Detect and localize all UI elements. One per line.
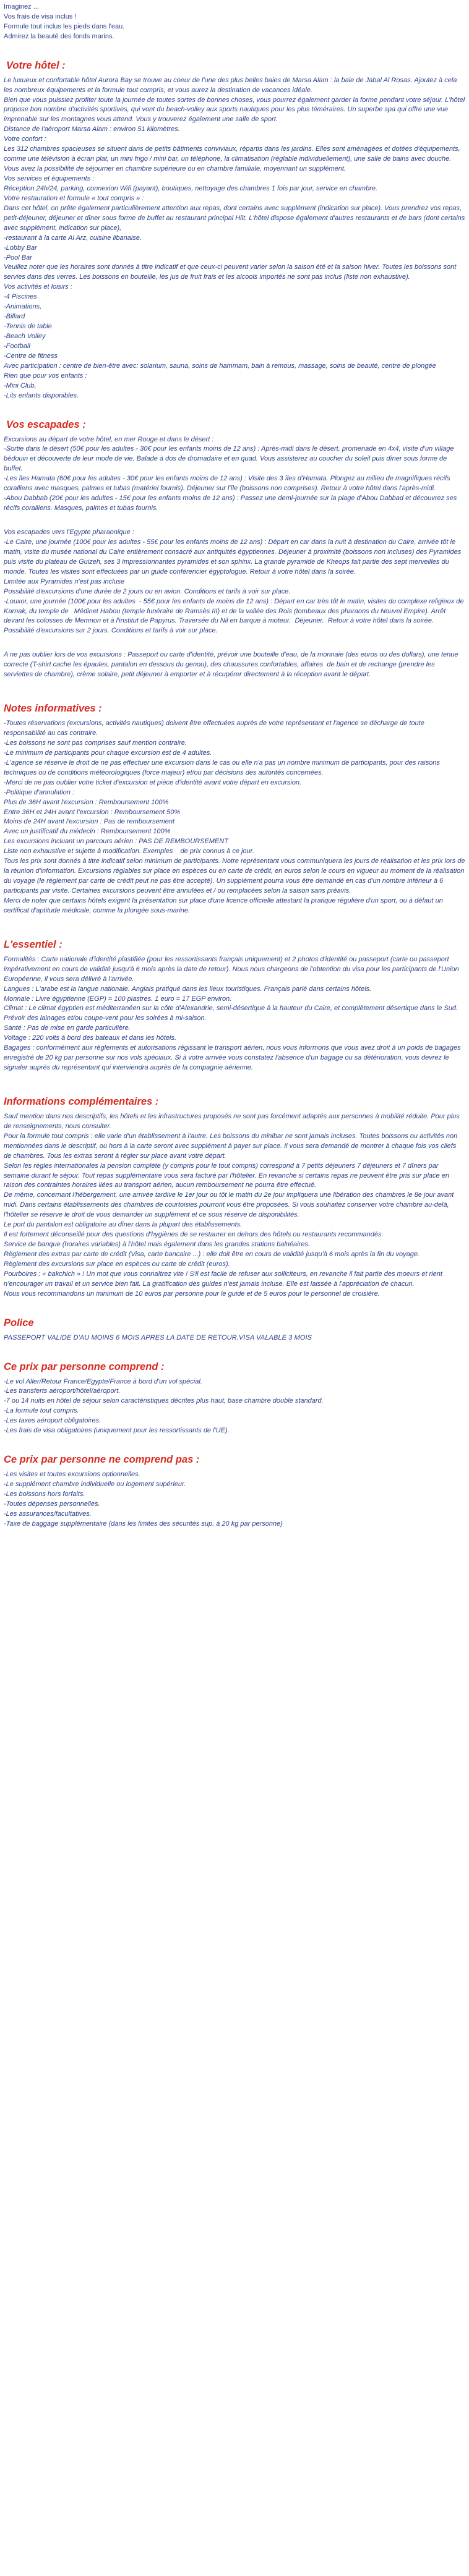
text-line: De même, concernant l'hébergement, une arrivée tardive le 1er jour ou tôt le matin du 2e jour impliquera une libération des chambres le 8e jour avant midi. Dans certains établissements des chambres de courtoisies pourront vous être proposées. Si vous souhaitez conserver votre chambre au-delà, l'hôtelier se réserve le droit de vous demander un supplément et ce sous réserve de disponibilités. bbox=[4, 1191, 456, 1219]
text-line: Dans cet hôtel, on prête également particulièrement attention aux repas, dont certains avec supplément (indication sur place). Vous prendrez vos repas, petit-déjeuner, déjeuner et dîner sous forme de buffet au restaurant principal Hilt. L'hôtel dispose également d'autres restaurants et de bars (dont certains avec supplément, indication sur place), bbox=[4, 204, 467, 232]
text-line: -Les frais de visa obligatoires (uniquement pour les ressortissants de l'UE). bbox=[4, 1427, 230, 1435]
text-line: Vous avez la possibilité de séjourner en chambre supérieure ou en chambre familiale, moyennant un supplément. bbox=[4, 165, 346, 173]
text-line: Possibilité d'excursions d'une durée de 2 jours ou en avion. Conditions et tarifs à voir sur place. bbox=[4, 587, 291, 595]
text-line: -Le supplément chambre individuelle ou logement supérieur. bbox=[4, 1481, 186, 1488]
spacer bbox=[4, 1299, 465, 1309]
escapades-desert-block bbox=[4, 435, 465, 514]
text-line: Rien que pour vos enfants : bbox=[4, 372, 87, 380]
escapades-egypt-block bbox=[4, 528, 468, 636]
text-line: -Mini Club, bbox=[4, 381, 37, 389]
text-line: Excursions au départ de votre hôtel, en mer Rouge et dans le désert : bbox=[4, 435, 214, 443]
spacer bbox=[4, 401, 465, 410]
comprend-heading: Ce prix par personne comprend : bbox=[4, 1361, 165, 1372]
text-line: Veuillez noter que les horaires sont donnés à titre indicatif et que ceux-ci peuvent varier selon la saison été et la saison hiver. Toutes les boissons sont servies dans des verres. Les boissons en bouteille, les jus de fruit frais et les alcools importés ne sont pas inclus (liste non exhaustive). bbox=[4, 263, 458, 281]
intro-line: Imaginez ... bbox=[4, 3, 39, 11]
text-line: -Football bbox=[4, 342, 30, 350]
text-line: A ne pas oublier lors de vos excursions : Passeport ou carte d'identité, prévoir une bouteille d'eau, de la monnaie (des euros ou des dollars), une tenue correcte (T-shirt cache les épaules, pantalon en dessous du genou), des chaussures confortables, affaires de bain et de rechange (prendre les serviettes de chambre), crème solaire, petit déjeuner à emporter et à récupérer directement à la réception avant le départ. bbox=[4, 651, 460, 679]
text-line: -Toutes dépenses personnelles. bbox=[4, 1500, 100, 1508]
text-line: Service de banque (horaires variables) à l'hôtel mais également dans les grandes stations balnéaires. bbox=[4, 1241, 310, 1249]
text-line: Vos services et équipements : bbox=[4, 175, 95, 183]
text-line: Il est fortement déconseillé pour des questions d'hygiènes de se restaurer en dehors des hôtels ou restaurants recommandés. bbox=[4, 1231, 384, 1239]
text-line: -Abou Dabbab (20€ pour les adultes - 15€ pour les enfants moins de 12 ans) : Passez une demi-journée sur la plage d'Abou Dabbad et découvrez ses récifs coralliens. Masques, palmes et tubas fournis. bbox=[4, 495, 459, 512]
intro-line: Admirez la beauté des fonds marins. bbox=[4, 32, 114, 40]
spacer bbox=[4, 514, 465, 528]
text-line: -Pool Bar bbox=[4, 253, 32, 261]
text-line: -Animations, bbox=[4, 303, 42, 311]
text-line: Les 312 chambres spacieuses se situent dans de petits bâtiments conviviaux, répartis dans les jardins. Elles sont aménagées et dotées d'équipements, comme une télévision à écran plat, un mini frigo / mini bar, un téléphone, la climatisation (réglable individuellement), une salle de bains avec douche. bbox=[4, 145, 462, 163]
text-line: Pourboires : « bakchich » ! Un mot que vous connaîtrez vite ! S'il est facile de refuser aux solliciteurs, en revanche il fait partie des moeurs et rient n'encourager un travail et un service bien fait. La gratification des guides n'est jamais incluse. Elle est laissée à l'appréciation de chacun. bbox=[4, 1270, 444, 1288]
text-line: Le port du pantalon est obligatoire au dîner dans la plupart des établissements. bbox=[4, 1221, 243, 1229]
text-line: -Politique d'annulation : bbox=[4, 788, 75, 796]
text-line: Le luxueux et confortable hôtel Aurora Bay se trouve au coeur de l'une des plus belles baies de Marsa Alam : la baie de Jabal Al Rosas. Ajoutez à cela les nombreux équipements et la formule tout compris, et vous aurez la destination de vacances idéale. bbox=[4, 76, 459, 94]
text-line: Entre 36H et 24H avant l'excursion : Remboursement 50% bbox=[4, 808, 181, 816]
essentiel-heading: L'essentiel : bbox=[4, 938, 62, 950]
text-line: Monnaie : Livre égyptienne (EGP) = 100 piastres. 1 euro = 17 EGP environ. bbox=[4, 995, 232, 1003]
text-line: Pour la formule tout compris : elle varie d'un établissement à l'autre. Les boissons du minibar ne sont jamais incluses. Toutes boissons ou activités non mentionnées dans le descriptif, ou hors à la carte seront avec supplément à payer sur place. Il vous sera demandé de montrer à chaque fois vos cliefs de chambres. Tous les extras seront à régler sur place avant votre départ. bbox=[4, 1132, 460, 1160]
intro-line: Formule tout inclus les pieds dans l'eau. bbox=[4, 22, 125, 30]
comprend-section bbox=[4, 1377, 465, 1437]
text-line: Règlement des extras par carte de crédit (Visa, carte bancaire ...) : elle doit être en cours de validité jusqu'à 6 mois après la fin du voyage. bbox=[4, 1251, 420, 1259]
spacer bbox=[4, 1343, 465, 1353]
text-line: Moins de 24H avant l'excursion : Pas de remboursement bbox=[4, 818, 175, 826]
text-line: -Les transferts aéroport/hôtel/aéroport. bbox=[4, 1387, 121, 1395]
ne-comprend-heading: Ce prix par personne ne comprend pas : bbox=[4, 1454, 200, 1466]
text-line: -Billard bbox=[4, 313, 25, 321]
text-line: Selon les règles internationales la pension complète (y compris pour le tout compris) correspond à 7 petits déjeuners 7 déjeuners et 7 dîners par semaine durant le séjour. Tout repas supplémentaire vous sera facturé par l'hôtelier. En revanche si certains repas ne peuvent être pris sur place en raison des contraintes horaires liées au transport aérien, aucun remboursement ne pourra être effectué. bbox=[4, 1162, 452, 1189]
text-line: -L'agence se réserve le droit de ne pas effectuer une excursion dans le cas ou elle n'a pas un nombre minimum de participants, pour des raisons techniques ou de conditions météorologiques (force majeur) et/ou par décisions des autorités concernées. bbox=[4, 759, 442, 776]
text-line: -Lobby Bar bbox=[4, 244, 37, 252]
text-line: Formalités : Carte nationale d'identité plastifiée (pour les ressortissants français uniquement) et 2 photos d'identité ou passeport (carte ou passeport impérativement en cours de validité jusqu'à 6 mois après la date de retour). Nous nous chargeons de l'obtention du visa pour les participants de l'Union Européenne, il vous sera délivré à l'arrivée. bbox=[4, 955, 461, 983]
essentiel-section bbox=[4, 955, 465, 1073]
text-line: -Le minimum de participants pour chaque excursion est de 4 adultes. bbox=[4, 749, 212, 757]
text-line: Avec un justificatif du médecin : Remboursement 100% bbox=[4, 828, 171, 836]
text-line: Langues : L'arabe est la langue nationale. Anglais pratiqué dans les lieux touristiques. Français parlé dans certains hôtels. bbox=[4, 985, 372, 993]
text-line: Vos activités et loisirs : bbox=[4, 283, 72, 291]
text-line: Limitée aux Pyramides n'est pas incluse bbox=[4, 577, 125, 585]
text-line: -Le vol Aller/Retour France/Egypte/France à bord d'un vol spécial. bbox=[4, 1377, 202, 1385]
text-line: -Beach Volley bbox=[4, 333, 46, 341]
text-line: Liste non exhaustive et sujette à modification. Exemples de prix connus à ce jour. bbox=[4, 848, 254, 856]
hotel-section bbox=[4, 76, 465, 401]
spacer bbox=[4, 1436, 465, 1445]
text-line: Santé : Pas de mise en garde particulière. bbox=[4, 1024, 131, 1032]
spacer bbox=[4, 680, 465, 694]
notes-section bbox=[4, 719, 465, 916]
text-line: Votre restauration et formule « tout compris » : bbox=[4, 194, 144, 202]
text-line: Règlement des excursions sur place en espèces ou carte de crédit (euros). bbox=[4, 1260, 230, 1268]
text-line: -Centre de fitness bbox=[4, 352, 58, 360]
text-line: Vos escapades vers l'Egypte pharaonique : bbox=[4, 529, 134, 537]
text-line: Votre confort : bbox=[4, 135, 46, 143]
text-line: Possibilité d'excursions sur 2 jours. Conditions et tarifs à voir sur place. bbox=[4, 627, 218, 635]
intro-section bbox=[4, 2, 465, 42]
text-line: -Louxor, une journée (100€ pour les adultes - 55€ pour les enfants de moins de 12 ans) : Départ en car très tôt le matin, visites du complexe religieux de Karnak, du temple de Médinet Habou (temple funéraire de Ramsès III) et de la vallée des Rois (tombeaux des pharaons du Nouvel Empire). Arrêt devant les colosses de Memnon et à l'institut de Papyrus. Traversée du Nil en barque à moteur. Déjeuner. Retour à votre hôtel dans la soirée. bbox=[4, 597, 468, 625]
intro-line: Vos frais de visa inclus ! bbox=[4, 12, 77, 20]
text-line: Bagages : conformément aux règlements et autorisations régissant le transport aérien, nous vous informons que vous avez droit à un poids de bagages enregistré de 20 kg par personne sur nos vols spéciaux. Si à votre arrivée vous constatez l'absence d'un bagage ou sa détérioration, vous devrez le signaler auprès du représentant qui interviendra auprès de la compagnie aérienne. bbox=[4, 1044, 463, 1072]
text-line: -Lits enfants disponibles. bbox=[4, 391, 79, 399]
text-line: -Les boissons hors forfaits. bbox=[4, 1490, 85, 1498]
notes-heading: Notes informatives : bbox=[4, 703, 102, 715]
text-line: -Tennis de table bbox=[4, 323, 52, 331]
text-line: Voltage : 220 volts à bord des bateaux et dans les hôtels. bbox=[4, 1034, 177, 1042]
spacer bbox=[4, 636, 465, 650]
text-line: -Les visites et toutes excursions optionnelles. bbox=[4, 1471, 140, 1479]
text-line: PASSEPORT VALIDE D'AU MOINS 6 MOIS APRES LA DATE DE RETOUR.VISA VALABLE 3 MOIS bbox=[4, 1333, 312, 1341]
text-line: -Merci de ne pas oublier votre ticket d'excursion et pièce d'identité avant votre départ en excursion. bbox=[4, 778, 302, 786]
text-line: -Sortie dans le désert (50€ pour les adultes - 30€ pour les enfants moins de 12 ans) : Après-midi dans le désert, promenade en 4x4, visite d'un village bédouin et découverte de leur mode de vie. Balade à dos de dromadaire et en quad. Vous assisterez au coucher du soleil puis dîner sous forme de buffet. bbox=[4, 445, 456, 473]
infos-heading: Informations complémentaires : bbox=[4, 1096, 159, 1107]
infos-section bbox=[4, 1112, 465, 1299]
spacer bbox=[4, 42, 465, 51]
text-line: -4 Piscines bbox=[4, 293, 37, 301]
text-line: Distance de l'aéroport Marsa Alam : environ 51 kilomètres. bbox=[4, 125, 180, 134]
text-line: -Les boissons ne sont pas comprises sauf mention contraire. bbox=[4, 739, 187, 747]
text-line: -Le Caire, une journée (100€ pour les adultes - 55€ pour les enfants moins de 12 ans) : Départ en car dans la nuit à destination du Caire, arrivée tôt le matin, visite du musée national du Caire entièrement consacré aux antiquités égyptiennes. Déjeuner à proximité (boissons non incluses) des Pyramides puis visite du plateau de Guizeh, ses 3 impressionnantes pyramides et son sphinx. La grande pyramide de Kheops fait partie des sept merveilles du monde. Toutes les visites sont effectuées par un guide conférencier égyptologue. Retour à votre hôtel dans la soirée. bbox=[4, 538, 463, 576]
text-line: Plus de 36H avant l'excursion : Remboursement 100% bbox=[4, 798, 169, 806]
text-line: Climat : Le climat égyptien est méditerranéen sur la côte d'Alexandrie, semi-désertique à la hauteur du Caire, et complètement désertique dans le Sud. Prévoir des lainages et/ou coupe-vent pour les soirées à mi-saison. bbox=[4, 1005, 460, 1022]
police-section bbox=[4, 1333, 465, 1343]
escapades-heading: Vos escapades : bbox=[6, 419, 86, 430]
text-line: -restaurant à la carte Al Arz, cuisine libanaise. bbox=[4, 234, 142, 242]
text-line: Réception 24h/24, parking, connexion Wifi (payant), boutiques, nettoyage des chambres 1 fois par jour, service en chambre. bbox=[4, 184, 378, 192]
text-line: Merci de noter que certains hôtels exigent la présentation sur place d'une licence officielle attestant la pratique régulière d'un sport, ou à défaut un certificat d'aptitude médicale, comme la plongée sous-marine. bbox=[4, 896, 445, 914]
text-line: Tous les prix sont donnés à titre indicatif selon minimum de participants. Notre représentant vous communiquera les jours de réalisation et les prix lors de la réunion d'information. Excursions réglables sur place en espèces ou en carte de crédit, en euros selon le cours en vigueur au moment de la réalisation du voyage (le règlement par carte de crédit peut ne pas être accepté). Un supplément pourra vous être demandé en cas d'un nombre inférieur à 6 participants par visite. Certaines excursions peuvent être annulées et / ou remplacées selon la saison sans préavis. bbox=[4, 857, 467, 895]
spacer bbox=[4, 1073, 465, 1087]
police-heading: Police bbox=[4, 1317, 34, 1328]
text-line: -Les taxes aéroport obligatoires. bbox=[4, 1417, 101, 1425]
text-line: -Les îles Hamata (60€ pour les adultes - 30€ pour les enfants moins de 12 ans) : Visite des 3 îles d'Hamata. Plongez au milieu de magnifiques récifs coralliens avec masques, palmes et tubas (matériel fournis). Déjeuner sur l'île (boissons non comprises). Retour à votre hôtel dans l'après-midi. bbox=[4, 475, 452, 493]
text-line: -Taxe de baggage supplémentaire (dans les limites des sécurités sup. à 20 kg par personne) bbox=[4, 1520, 283, 1528]
ne-comprend-section bbox=[4, 1470, 465, 1529]
text-line: Bien que vous puissiez profiter toute la journée de toutes sortes de bonnes choses, vous pourrez également garder la forme pendant votre séjour. L'hôtel propose bon nombre d'activités sportives, qui vont du beach-volley aux sports nautiques pour les plus téméraires. Un superbe spa qui offre une vue imprenable sur les montagnes vous attend. Vous y trouverez également une salle de sport. bbox=[4, 96, 467, 124]
spacer bbox=[4, 916, 465, 930]
text-line: Nous vous recommandons un minimum de 10 euros par personne pour le guide et de 5 euros pour le personnel de croisière. bbox=[4, 1290, 380, 1298]
text-line: -Les assurances/facultatives. bbox=[4, 1510, 92, 1518]
text-line: Avec participation : centre de bien-être avec: solarium, sauna, soins de hammam, bain à remous, massage, soins de beauté, centre de plongée bbox=[4, 362, 436, 370]
text-line: Les excursions incluant un parcours aérien : PAS DE REMBOURSEMENT bbox=[4, 838, 228, 846]
hotel-heading: Votre hôtel : bbox=[6, 59, 66, 71]
text-line: -7 ou 14 nuits en hôtel de séjour selon caractéristiques décrites plus haut, base chambre double standard. bbox=[4, 1397, 324, 1405]
escapades-reminder-block bbox=[4, 650, 465, 680]
text-line: Sauf mention dans nos descriptifs, les hôtels et les infrastructures proposés ne sont pas forcément adaptés aux personnes à mobilité réduite. Pour plus de renseignements, nous consulter. bbox=[4, 1112, 462, 1130]
text-line: -La formule tout compris. bbox=[4, 1407, 79, 1415]
text-line: -Toutes réservations (excursions, activités nautiques) doivent être effectuées auprès de votre représentant et l'agence se décharge de toute responsabilité au cas contraire. bbox=[4, 720, 426, 738]
